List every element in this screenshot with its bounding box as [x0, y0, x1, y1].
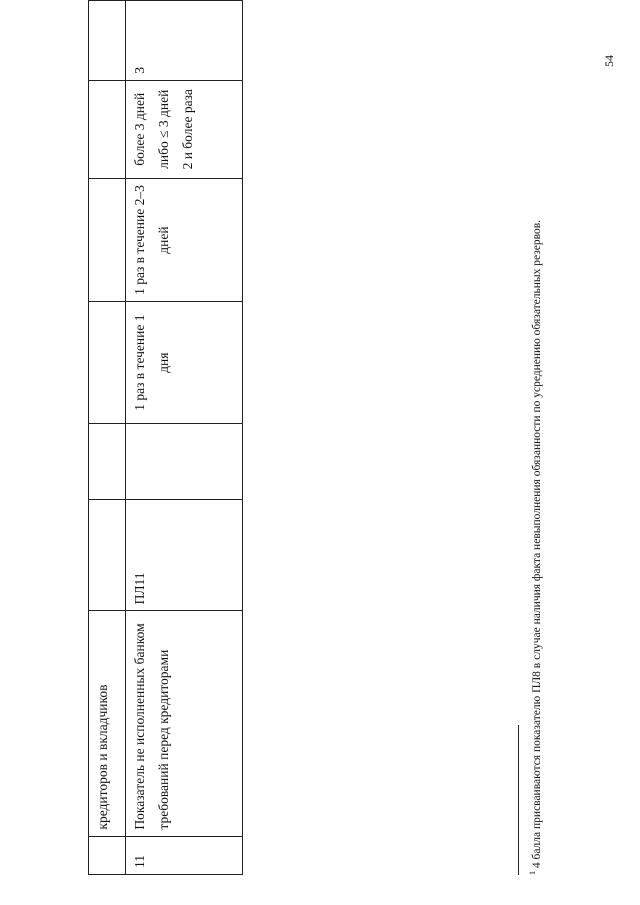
score-value: 3	[126, 1, 243, 81]
score-1-condition: 1 раз в течение 1 дня	[126, 302, 243, 424]
indicator-code: ПЛ11	[126, 500, 243, 611]
score-2-condition: 1 раз в течение 2–3 дней	[126, 178, 243, 301]
table-cell	[89, 424, 126, 500]
table-cell	[89, 80, 126, 178]
table-cell	[89, 1, 126, 81]
footnote-divider	[518, 725, 519, 875]
row-number: 11	[126, 836, 243, 874]
indicator-name: Показатель не исполненных банком требований перед кредиторами	[126, 611, 243, 836]
table-cell	[89, 500, 126, 611]
table-cell	[89, 178, 126, 301]
footnote	[528, 220, 543, 875]
indicator-table	[88, 0, 243, 875]
table-cell	[89, 302, 126, 424]
footnote-text: 4 балла присваиваются показателю ПЛ8 в случае наличия факта невыполнения обязанности по усреднению обязательных резервов.	[530, 219, 543, 869]
score-3-condition: более 3 дней либо ≤ 3 дней 2 и более раза	[126, 80, 243, 178]
continuation-cell: кредиторов и вкладчиков	[89, 611, 126, 836]
indicator-weight	[126, 424, 243, 500]
table-cell	[89, 836, 126, 874]
footnote-mark: 1	[528, 871, 537, 875]
page-number: 54	[602, 55, 616, 67]
table-row	[89, 1, 126, 875]
table-row	[126, 1, 243, 875]
